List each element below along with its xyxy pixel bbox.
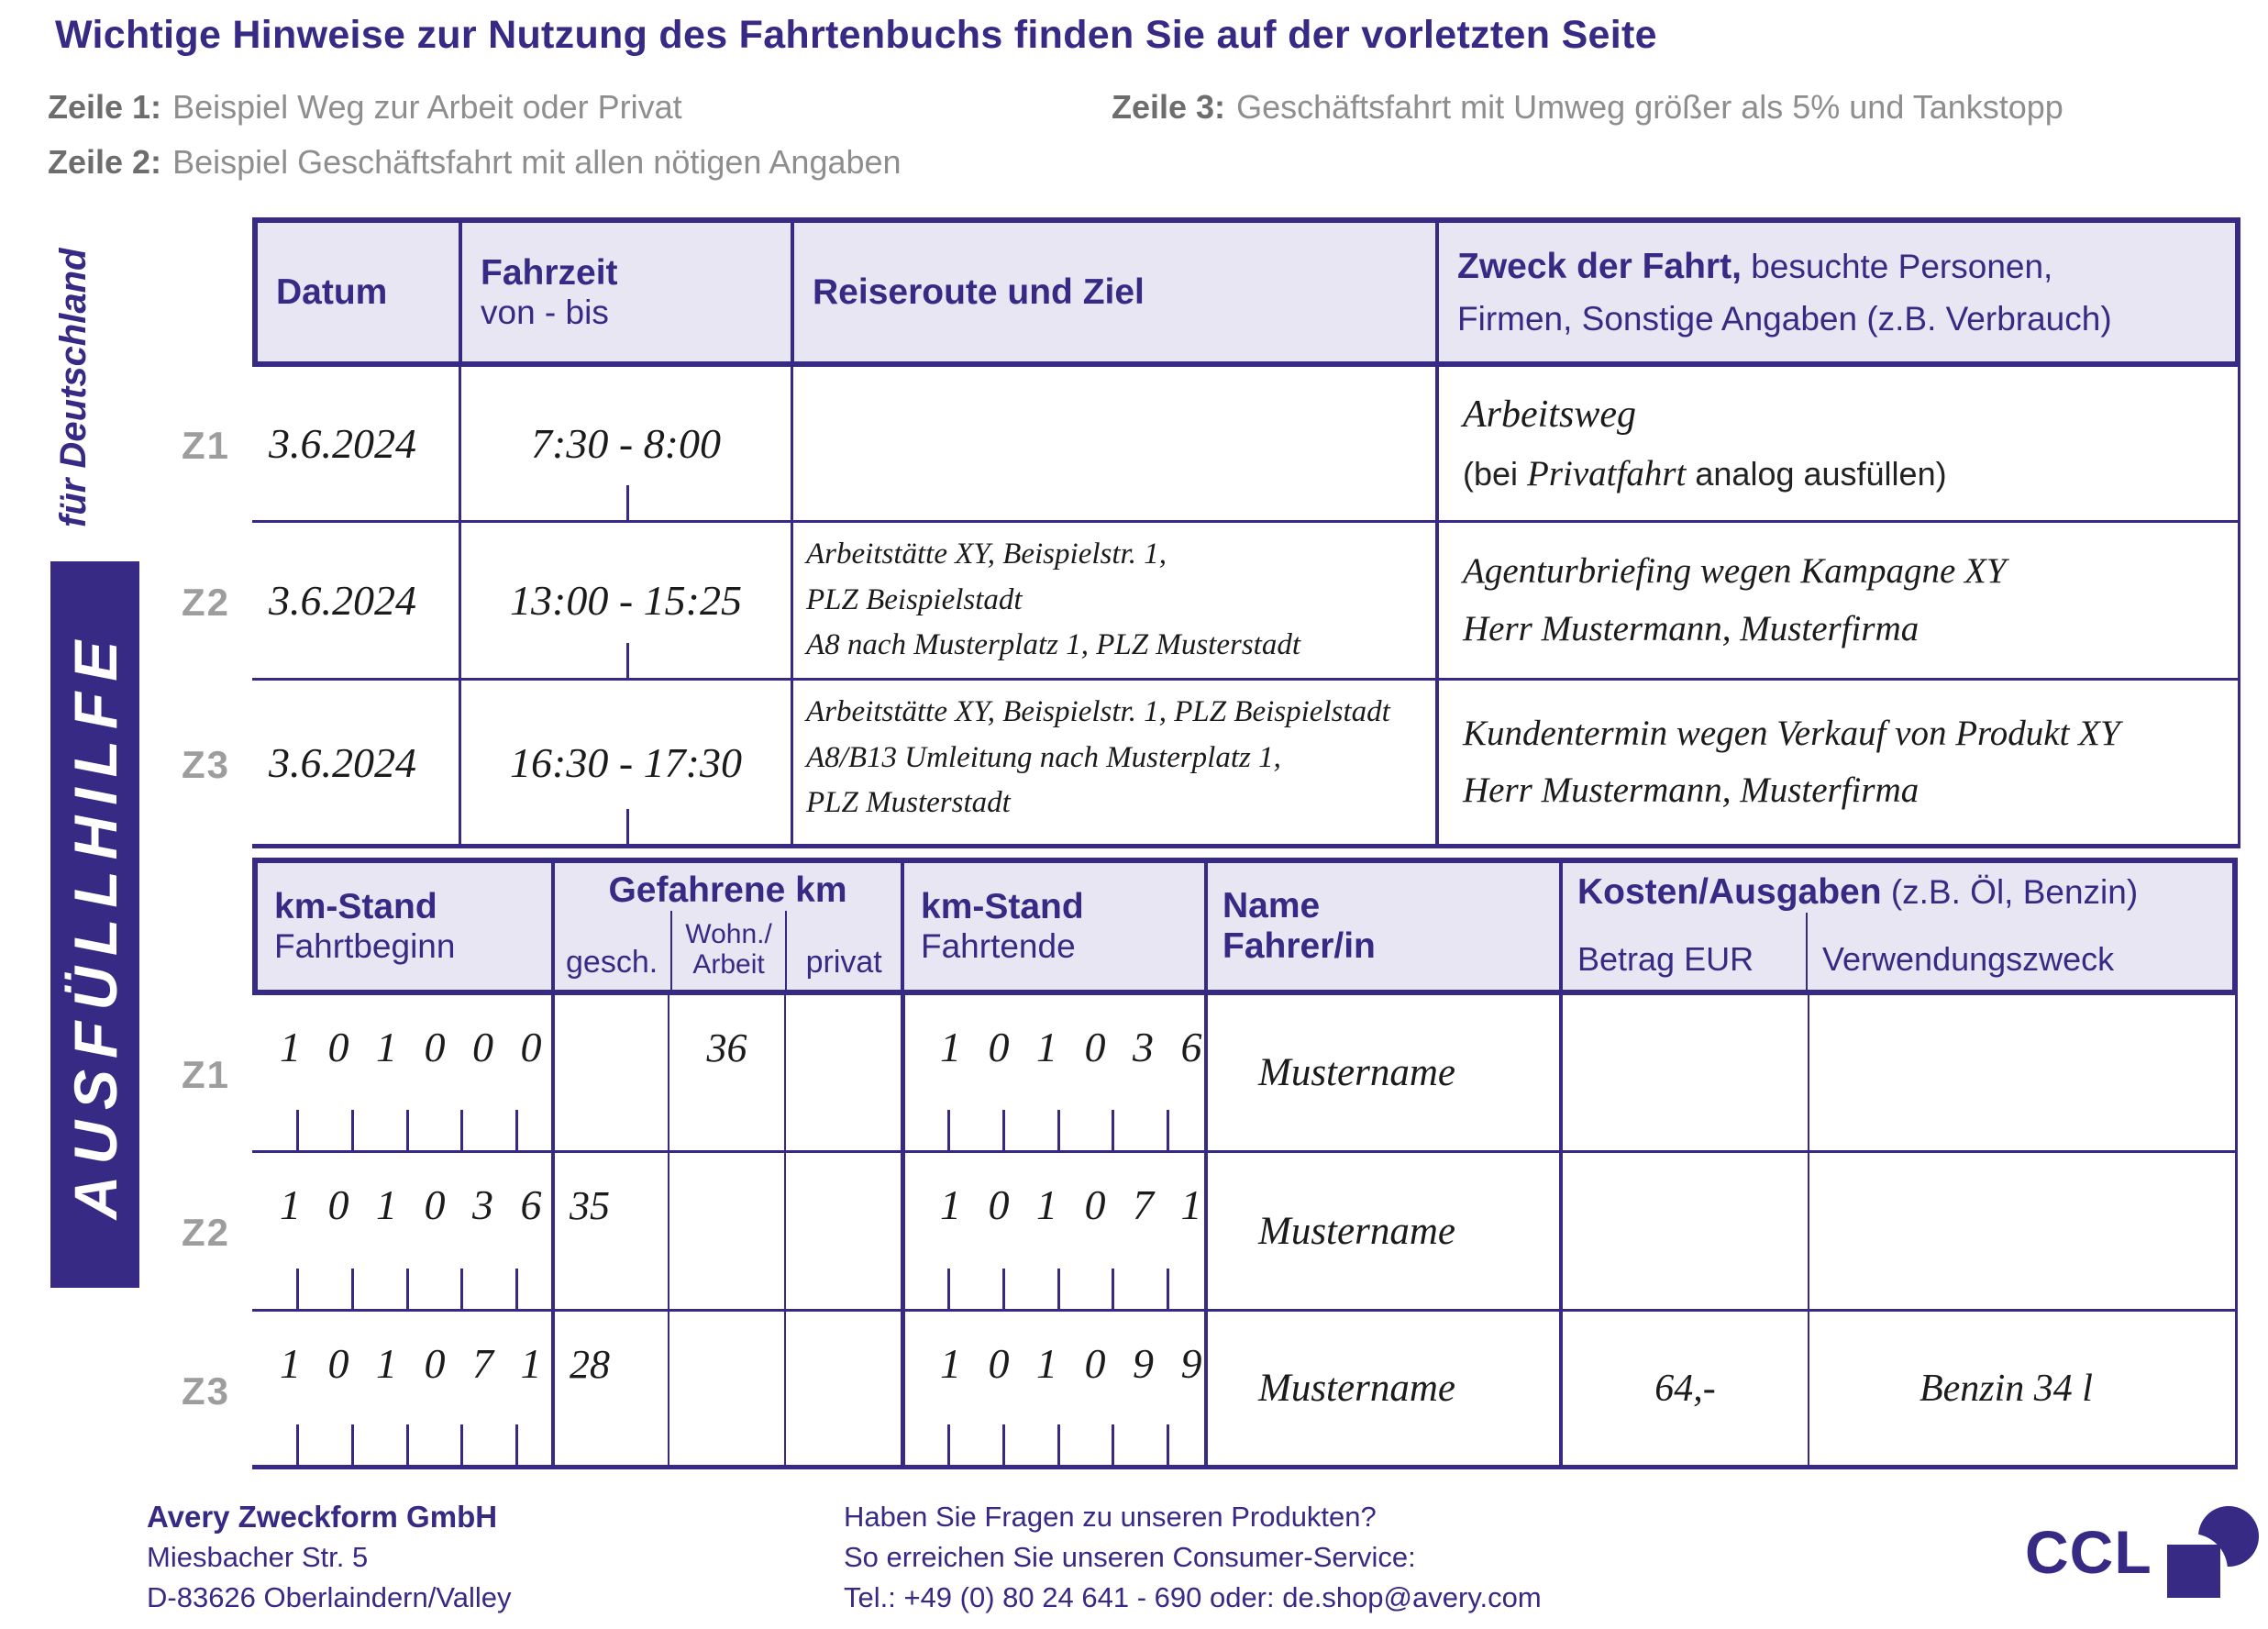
col-header-betrag: Betrag EUR	[1577, 940, 1754, 978]
col-header-kosten: Kosten/Ausgaben (z.B. Öl, Benzin)	[1577, 872, 2139, 912]
z2-km-beginn: 1 0 1 0 3 6	[252, 1153, 551, 1309]
z3-verwendungszweck: Benzin 34 l	[1808, 1312, 2238, 1465]
legend-zeile-1	[48, 88, 682, 127]
region-label: für Deutschland	[53, 248, 94, 527]
row-label-z3-km: Z3	[182, 1369, 231, 1413]
z1-verwendungszweck	[1808, 995, 2238, 1150]
legend-zeile-2-label: Zeile 2:	[48, 143, 162, 181]
z3-fahrername: Mustername	[1204, 1312, 1559, 1465]
col-header-wohn-arbeit: Wohn./ Arbeit	[670, 911, 786, 990]
service-contact-line: Tel.: +49 (0) 80 24 641 - 690 oder: de.shop@avery.com	[844, 1581, 1542, 1613]
ccl-mark-square	[2167, 1545, 2220, 1598]
km-row-z1	[252, 995, 2238, 1153]
z1-zweck: Arbeitsweg (bei Privatfahrt analog ausfüllen)	[1435, 367, 2240, 520]
company-address	[147, 1497, 512, 1618]
time-tick	[626, 485, 629, 520]
trip-table-header	[252, 217, 2240, 367]
z1-gesch	[551, 995, 668, 1150]
legend-zeile-2	[48, 143, 902, 182]
z2-privat	[784, 1153, 901, 1309]
digit-ticks	[947, 1424, 1169, 1465]
digit-ticks	[296, 1110, 518, 1150]
col-header-kmstand-beginn: km-Stand	[274, 887, 437, 926]
col-header-kmstand-ende: km-Stand	[921, 887, 1084, 926]
z3-betrag: 64,-	[1559, 1312, 1808, 1465]
z1-wohn-arbeit: 36	[668, 995, 784, 1150]
ccl-logo-mark	[2167, 1506, 2259, 1598]
consumer-service-info: Haben Sie Fragen zu unseren Produkten? So erreichen Sie unseren Consumer-Service: Tel.: +49 (0) 80 24 641 - 690 oder: de.shop@avery.com	[844, 1497, 1542, 1618]
km-row-z2	[252, 1153, 2238, 1312]
z2-km-ende: 1 0 1 0 7 1	[901, 1153, 1204, 1309]
row-label-z1-km: Z1	[182, 1053, 231, 1096]
legend-zeile-3-label: Zeile 3:	[1112, 88, 1226, 126]
z2-verwendungszweck	[1808, 1153, 2238, 1309]
z2-gesch: 35	[551, 1153, 668, 1309]
digit-ticks	[296, 1269, 518, 1309]
z1-fahrzeit: 7:30 - 8:00	[459, 367, 791, 520]
legend-zeile-1-text: Beispiel Weg zur Arbeit oder Privat	[172, 88, 682, 126]
legend-zeile-3	[1112, 88, 2063, 127]
z1-km-beginn: 1 0 1 0 0 0	[252, 995, 551, 1150]
z3-gesch: 28	[551, 1312, 668, 1465]
col-header-fahrzeit: Fahrzeit	[481, 252, 618, 293]
legend-zeile-1-label: Zeile 1:	[48, 88, 162, 126]
col-header-gesch: gesch.	[566, 945, 658, 980]
ccl-logo	[2025, 1506, 2259, 1598]
digit-ticks	[947, 1269, 1169, 1309]
z1-fahrername: Mustername	[1204, 995, 1559, 1150]
z2-fahrername: Mustername	[1204, 1153, 1559, 1309]
z3-reiseroute: Arbeitstätte XY, Beispielstr. 1, PLZ Beispielstadt A8/B13 Umleitung nach Musterplatz 1, PLZ Musterstadt	[791, 681, 1435, 844]
z1-zweck-note: (bei Privatfahrt analog ausfüllen)	[1463, 453, 1947, 493]
col-header-datum: Datum	[276, 272, 388, 312]
z3-datum: 3.6.2024	[269, 738, 416, 786]
z3-km-beginn: 1 0 1 0 7 1	[252, 1312, 551, 1465]
z1-km-ende: 1 0 1 0 3 6	[901, 995, 1204, 1150]
trip-row-z3	[252, 681, 2240, 848]
col-header-fahrzeit-sub: von - bis	[481, 293, 609, 331]
km-table	[252, 858, 2238, 1469]
z1-privat	[784, 995, 901, 1150]
legend-zeile-3-text: Geschäftsfahrt mit Umweg größer als 5% und Tankstopp	[1236, 88, 2063, 126]
z2-reiseroute: Arbeitstätte XY, Beispielstr. 1, PLZ Beispielstadt A8 nach Musterplatz 1, PLZ Musterstadt	[791, 523, 1435, 678]
z1-betrag	[1559, 995, 1808, 1150]
digit-ticks	[296, 1424, 518, 1465]
row-label-z1-trips: Z1	[182, 424, 231, 467]
z3-wohn-arbeit	[668, 1312, 784, 1465]
km-row-z3	[252, 1312, 2238, 1469]
col-header-zweck-line2: Firmen, Sonstige Angaben (z.B. Verbrauch)	[1457, 300, 2112, 338]
digit-ticks	[947, 1110, 1169, 1150]
z2-fahrzeit: 13:00 - 15:25	[459, 523, 791, 678]
company-city: D-83626 Oberlaindern/Valley	[147, 1581, 512, 1613]
z2-betrag	[1559, 1153, 1808, 1309]
col-header-privat: privat	[785, 911, 901, 990]
time-tick	[626, 809, 629, 844]
col-header-zweck-rest: besuchte Personen,	[1741, 247, 2053, 285]
company-name: Avery Zweckform GmbH	[147, 1500, 498, 1534]
z1-reiseroute-empty	[791, 367, 1435, 520]
ccl-logo-text: CCL	[2025, 1518, 2152, 1586]
trip-row-z1	[252, 367, 2240, 523]
company-street: Miesbacher Str. 5	[147, 1541, 369, 1573]
z1-datum: 3.6.2024	[269, 420, 416, 467]
col-header-zweck: Zweck der Fahrt,	[1457, 246, 1742, 286]
km-table-header: km-Stand Fahrtbeginn Gefahrene km gesch. Wohn./ Arbeit privat km-Stand Fahrtende Name Fahrer/in Kosten/Ausgaben (z.B. Öl, Benzin) Betrag EUR Verwendungszweck	[252, 858, 2238, 995]
z2-wohn-arbeit	[668, 1153, 784, 1309]
row-label-z2-km: Z2	[182, 1211, 231, 1254]
z2-datum: 3.6.2024	[269, 577, 416, 624]
z3-zweck: Kundentermin wegen Verkauf von Produkt XY Herr Mustermann, Musterfirma	[1435, 681, 2240, 844]
ausfuellhilfe-banner-text: AUSFÜLLHILFE	[61, 629, 129, 1220]
z3-fahrzeit: 16:30 - 17:30	[459, 681, 791, 844]
z2-zweck: Agenturbriefing wegen Kampagne XY Herr Mustermann, Musterfirma	[1435, 523, 2240, 678]
col-header-reiseroute: Reiseroute und Ziel	[813, 272, 1145, 312]
col-header-gefahrene-km: Gefahrene km	[608, 870, 847, 910]
z3-km-ende: 1 0 1 0 9 9	[901, 1312, 1204, 1465]
time-tick	[626, 643, 629, 678]
row-label-z3-trips: Z3	[182, 743, 231, 786]
row-label-z2-trips: Z2	[182, 581, 231, 624]
col-header-verwendungszweck: Verwendungszweck	[1806, 913, 2227, 990]
trip-row-z2	[252, 523, 2240, 681]
z3-privat	[784, 1312, 901, 1465]
page-title: Wichtige Hinweise zur Nutzung des Fahrtenbuchs finden Sie auf der vorletzten Seite	[55, 13, 1657, 57]
legend-zeile-2-text: Beispiel Geschäftsfahrt mit allen nötigen Angaben	[172, 143, 902, 181]
trip-table	[252, 217, 2240, 848]
col-header-name: Name	[1223, 886, 1321, 925]
